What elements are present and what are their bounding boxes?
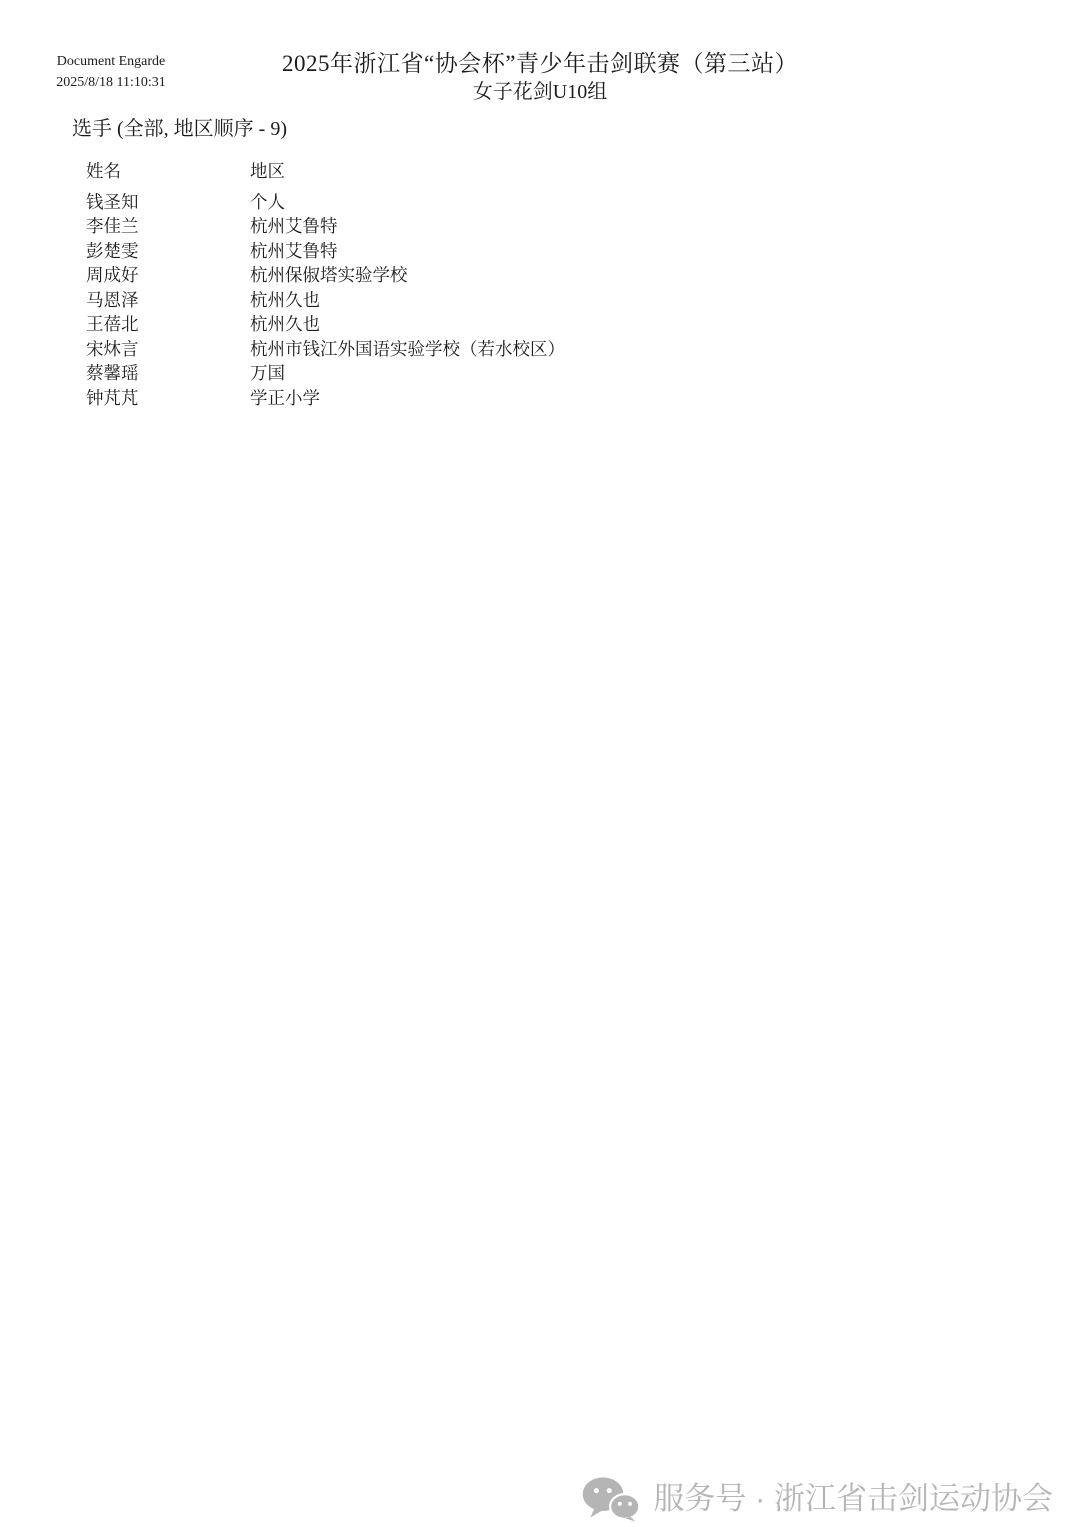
table-row	[86, 312, 565, 337]
title-block	[0, 50, 1080, 105]
page-title: 2025年浙江省“协会杯”青少年击剑联赛（第三站）	[282, 51, 798, 76]
player-name: 钱圣知	[86, 191, 139, 212]
player-region: 学正小学	[250, 387, 320, 408]
table-row	[86, 361, 565, 386]
player-region: 杭州艾鲁特	[250, 216, 338, 236]
player-region: 杭州久也	[250, 289, 320, 310]
player-region: 杭州久也	[250, 314, 320, 334]
player-region: 杭州艾鲁特	[250, 240, 338, 261]
column-header-name: 姓名	[86, 161, 121, 181]
table-row	[86, 263, 565, 288]
table-row	[86, 337, 565, 362]
table-body	[86, 190, 565, 411]
table-header-row	[86, 159, 565, 184]
player-region: 个人	[250, 191, 285, 212]
player-name: 马恩泽	[86, 289, 139, 310]
player-region: 杭州市钱江外国语实验学校（若水校区）	[250, 338, 565, 359]
watermark-text: 服务号 · 浙江省击剑运动协会	[653, 1481, 1053, 1516]
player-name: 王蓓北	[86, 314, 139, 334]
table-row	[86, 239, 565, 264]
player-name: 宋炑言	[86, 338, 139, 359]
player-region: 杭州保俶塔实验学校	[250, 265, 408, 285]
table-row	[86, 288, 565, 313]
page-subtitle: 女子花剑U10组	[472, 81, 608, 103]
table-row	[86, 190, 565, 215]
document-app-label: Document Engarde	[56, 54, 166, 69]
wechat-icon	[578, 1476, 644, 1522]
document-timestamp: 2025/8/18 11:10:31	[56, 75, 166, 90]
watermark	[578, 1476, 1053, 1522]
table-row	[86, 386, 565, 411]
player-name: 李佳兰	[86, 216, 139, 236]
player-name: 蔡馨瑶	[86, 363, 139, 383]
section-heading: 选手 (全部, 地区顺序 - 9)	[72, 118, 287, 140]
player-name: 周成好	[86, 265, 139, 285]
player-region: 万国	[250, 363, 285, 383]
player-name: 彭楚雯	[86, 240, 139, 261]
table-row	[86, 214, 565, 239]
column-header-region: 地区	[250, 161, 285, 181]
players-table	[86, 159, 565, 410]
player-name: 钟芃芃	[86, 387, 139, 408]
